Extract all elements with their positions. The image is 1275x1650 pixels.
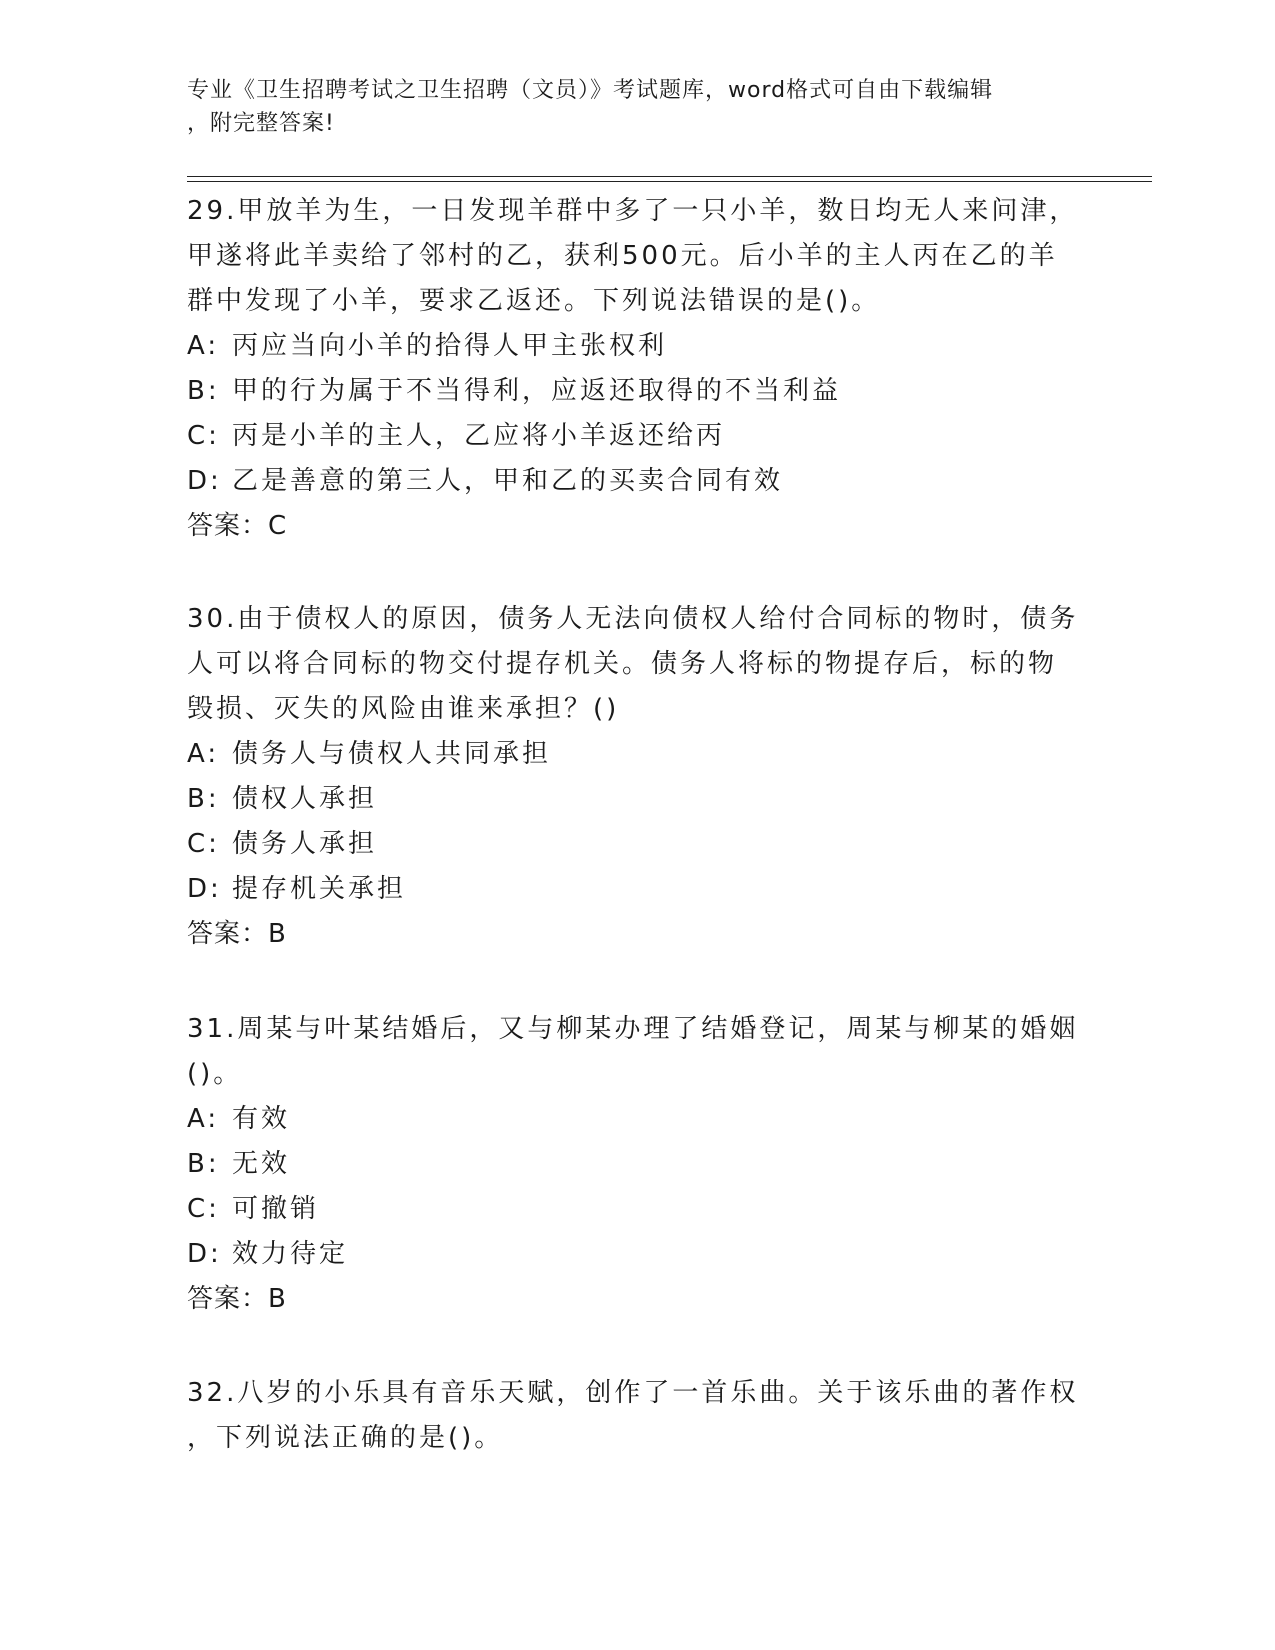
option-d [187, 1232, 1087, 1277]
option-label: A: [187, 1104, 220, 1134]
option-a [187, 1097, 1087, 1142]
option-a [187, 732, 1087, 777]
question-29 [187, 189, 1087, 549]
question-30 [187, 597, 1087, 957]
question-line: ，下列说法正确的是()。 [187, 1423, 504, 1453]
question-line: 毁损、灭失的风险由谁来承担？() [187, 694, 620, 724]
option-text: 债务人承担 [232, 829, 378, 859]
option-b [187, 1142, 1087, 1187]
option-text: 可撤销 [232, 1194, 320, 1224]
question-line: 30.由于债权人的原因，债务人无法向债权人给付合同标的物时，债务 [187, 604, 1079, 634]
question-line: 31.周某与叶某结婚后，又与柳某办理了结婚登记，周某与柳某的婚姻 [187, 1014, 1079, 1044]
question-stem [187, 1007, 1087, 1097]
option-label: B: [187, 1149, 220, 1179]
option-label: A: [187, 331, 220, 361]
question-31 [187, 1007, 1087, 1322]
option-text: 效力待定 [232, 1239, 349, 1269]
answer-line: 答案：B [187, 919, 287, 949]
option-label: B: [187, 784, 220, 814]
option-a [187, 324, 1087, 369]
option-b [187, 369, 1087, 414]
option-label: B: [187, 376, 220, 406]
answer-line: 答案：B [187, 1284, 287, 1314]
answer-line: 答案：C [187, 511, 288, 541]
question-line: 群中发现了小羊，要求乙返还。下列说法错误的是()。 [187, 286, 881, 316]
question-line: 甲遂将此羊卖给了邻村的乙，获利500元。后小羊的主人丙在乙的羊 [187, 241, 1058, 271]
question-line: 32.八岁的小乐具有音乐天赋，创作了一首乐曲。关于该乐曲的著作权 [187, 1378, 1079, 1408]
option-c [187, 414, 1087, 459]
option-text: 有效 [232, 1104, 291, 1134]
question-line: 29.甲放羊为生，一日发现羊群中多了一只小羊，数日均无人来问津， [187, 196, 1079, 226]
question-32 [187, 1371, 1087, 1461]
option-text: 债权人承担 [232, 784, 378, 814]
option-d [187, 459, 1087, 504]
option-label: D: [187, 1239, 222, 1269]
option-label: A: [187, 739, 220, 769]
option-label: D: [187, 874, 222, 904]
question-line: 人可以将合同标的物交付提存机关。债务人将标的物提存后，标的物 [187, 649, 1058, 679]
option-c [187, 822, 1087, 867]
option-d [187, 867, 1087, 912]
question-line: ()。 [187, 1059, 243, 1089]
question-stem [187, 597, 1087, 732]
option-c [187, 1187, 1087, 1232]
header-divider-top [187, 176, 1152, 177]
option-text: 丙是小羊的主人，乙应将小羊返还给丙 [232, 421, 726, 451]
option-text: 提存机关承担 [232, 874, 407, 904]
question-stem [187, 189, 1087, 324]
option-text: 乙是善意的第三人，甲和乙的买卖合同有效 [232, 466, 784, 496]
header-line-2: ，附完整答案! [187, 111, 335, 136]
question-stem [187, 1371, 1087, 1461]
option-text: 无效 [232, 1149, 291, 1179]
option-label: D: [187, 466, 222, 496]
option-label: C: [187, 421, 220, 451]
option-text: 丙应当向小羊的拾得人甲主张权利 [232, 331, 668, 361]
option-text: 甲的行为属于不当得利，应返还取得的不当利益 [232, 376, 842, 406]
option-text: 债务人与债权人共同承担 [232, 739, 552, 769]
header-line-1: 专业《卫生招聘考试之卫生招聘（文员）》考试题库，word格式可自由下载编辑 [187, 78, 994, 103]
document-header [187, 74, 1067, 140]
header-divider-bottom [187, 181, 1152, 182]
option-b [187, 777, 1087, 822]
option-label: C: [187, 829, 220, 859]
option-label: C: [187, 1194, 220, 1224]
